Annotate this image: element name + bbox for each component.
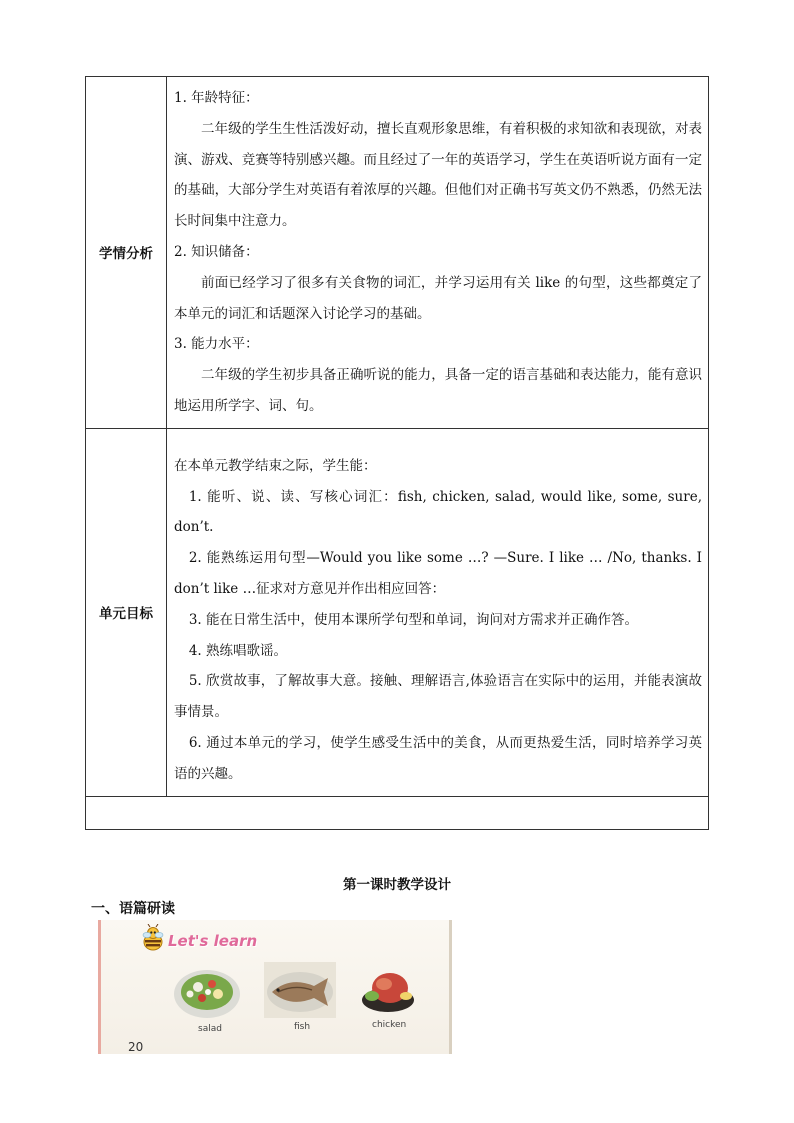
textbook-page-number: 20 bbox=[128, 1040, 144, 1054]
analysis-label: 学情分析 bbox=[86, 77, 167, 429]
page-edge-right bbox=[449, 920, 452, 1054]
lesson-title: 第一课时教学设计 bbox=[343, 877, 451, 893]
lesson-plan-table bbox=[85, 76, 709, 830]
goal-item-5: 5. 欣赏故事，了解故事大意。接触、理解语言,体验语言在实际中的运用，并能表演故事情景。 bbox=[174, 673, 702, 721]
salad-label: salad bbox=[198, 1024, 222, 1034]
analysis-text-age: 二年级的学生生性活泼好动，擅长直观形象思维，有着积极的求知欲和表现欲，对表演、游戏、竞赛等特别感兴趣。而且经过了一年的英语学习，学生在英语听说方面有一定的基础，大部分学生对英语有着浓厚的兴趣。但他们对正确书写英文仍不熟悉，仍然无法长时间集中注意力。 bbox=[174, 120, 702, 230]
analysis-content bbox=[167, 77, 709, 429]
goal-item-1: 1. 能听、说、读、写核心词汇：fish, chicken, salad, would like, some, sure, don’t. bbox=[174, 488, 702, 536]
section-title: 一、语篇研读 bbox=[91, 901, 175, 917]
goal-item-6: 6. 通过本单元的学习，使学生感受生活中的美食，从而更热爱生活，同时培养学习英语的兴趣。 bbox=[174, 734, 702, 782]
fish-icon bbox=[264, 962, 336, 1018]
bee-mascot-icon bbox=[138, 924, 168, 954]
analysis-row bbox=[86, 77, 709, 429]
analysis-text-ability: 二年级的学生初步具备正确听说的能力，具备一定的语言基础和表达能力，能有意识地运用所学字、词、句。 bbox=[174, 367, 702, 414]
goal-item-3: 3. 能在日常生活中，使用本课所学句型和单词，询问对方需求并正确作答。 bbox=[188, 611, 639, 628]
goals-intro: 在本单元教学结束之际，学生能： bbox=[174, 457, 377, 474]
chicken-label: chicken bbox=[372, 1020, 407, 1030]
textbook-image bbox=[98, 920, 452, 1054]
goals-row bbox=[86, 428, 709, 796]
analysis-heading-age: 1. 年龄特征： bbox=[174, 90, 259, 106]
analysis-heading-knowledge: 2. 知识储备： bbox=[174, 243, 259, 260]
lets-learn-banner: Let's learn bbox=[168, 932, 258, 950]
fish-label: fish bbox=[294, 1022, 311, 1032]
analysis-heading-ability: 3. 能力水平： bbox=[174, 336, 259, 353]
goal-item-4: 4. 熟练唱歌谣。 bbox=[188, 642, 288, 659]
chicken-icon bbox=[360, 960, 418, 1016]
goals-label: 单元目标 bbox=[86, 428, 167, 796]
empty-cell bbox=[86, 796, 709, 829]
goals-content bbox=[167, 428, 709, 796]
page-edge-left bbox=[98, 920, 101, 1054]
analysis-text-knowledge: 前面已经学习了很多有关食物的词汇，并学习运用有关 like 的句型，这些都奠定了本单元的词汇和话题深入讨论学习的基础。 bbox=[174, 274, 702, 322]
goal-item-2: 2. 能熟练运用句型—Would you like some …? —Sure. I like … /No, thanks. I don’t like …征求对方意见并作出相应回答： bbox=[174, 550, 702, 597]
salad-icon bbox=[172, 964, 242, 1020]
empty-row bbox=[86, 796, 709, 829]
